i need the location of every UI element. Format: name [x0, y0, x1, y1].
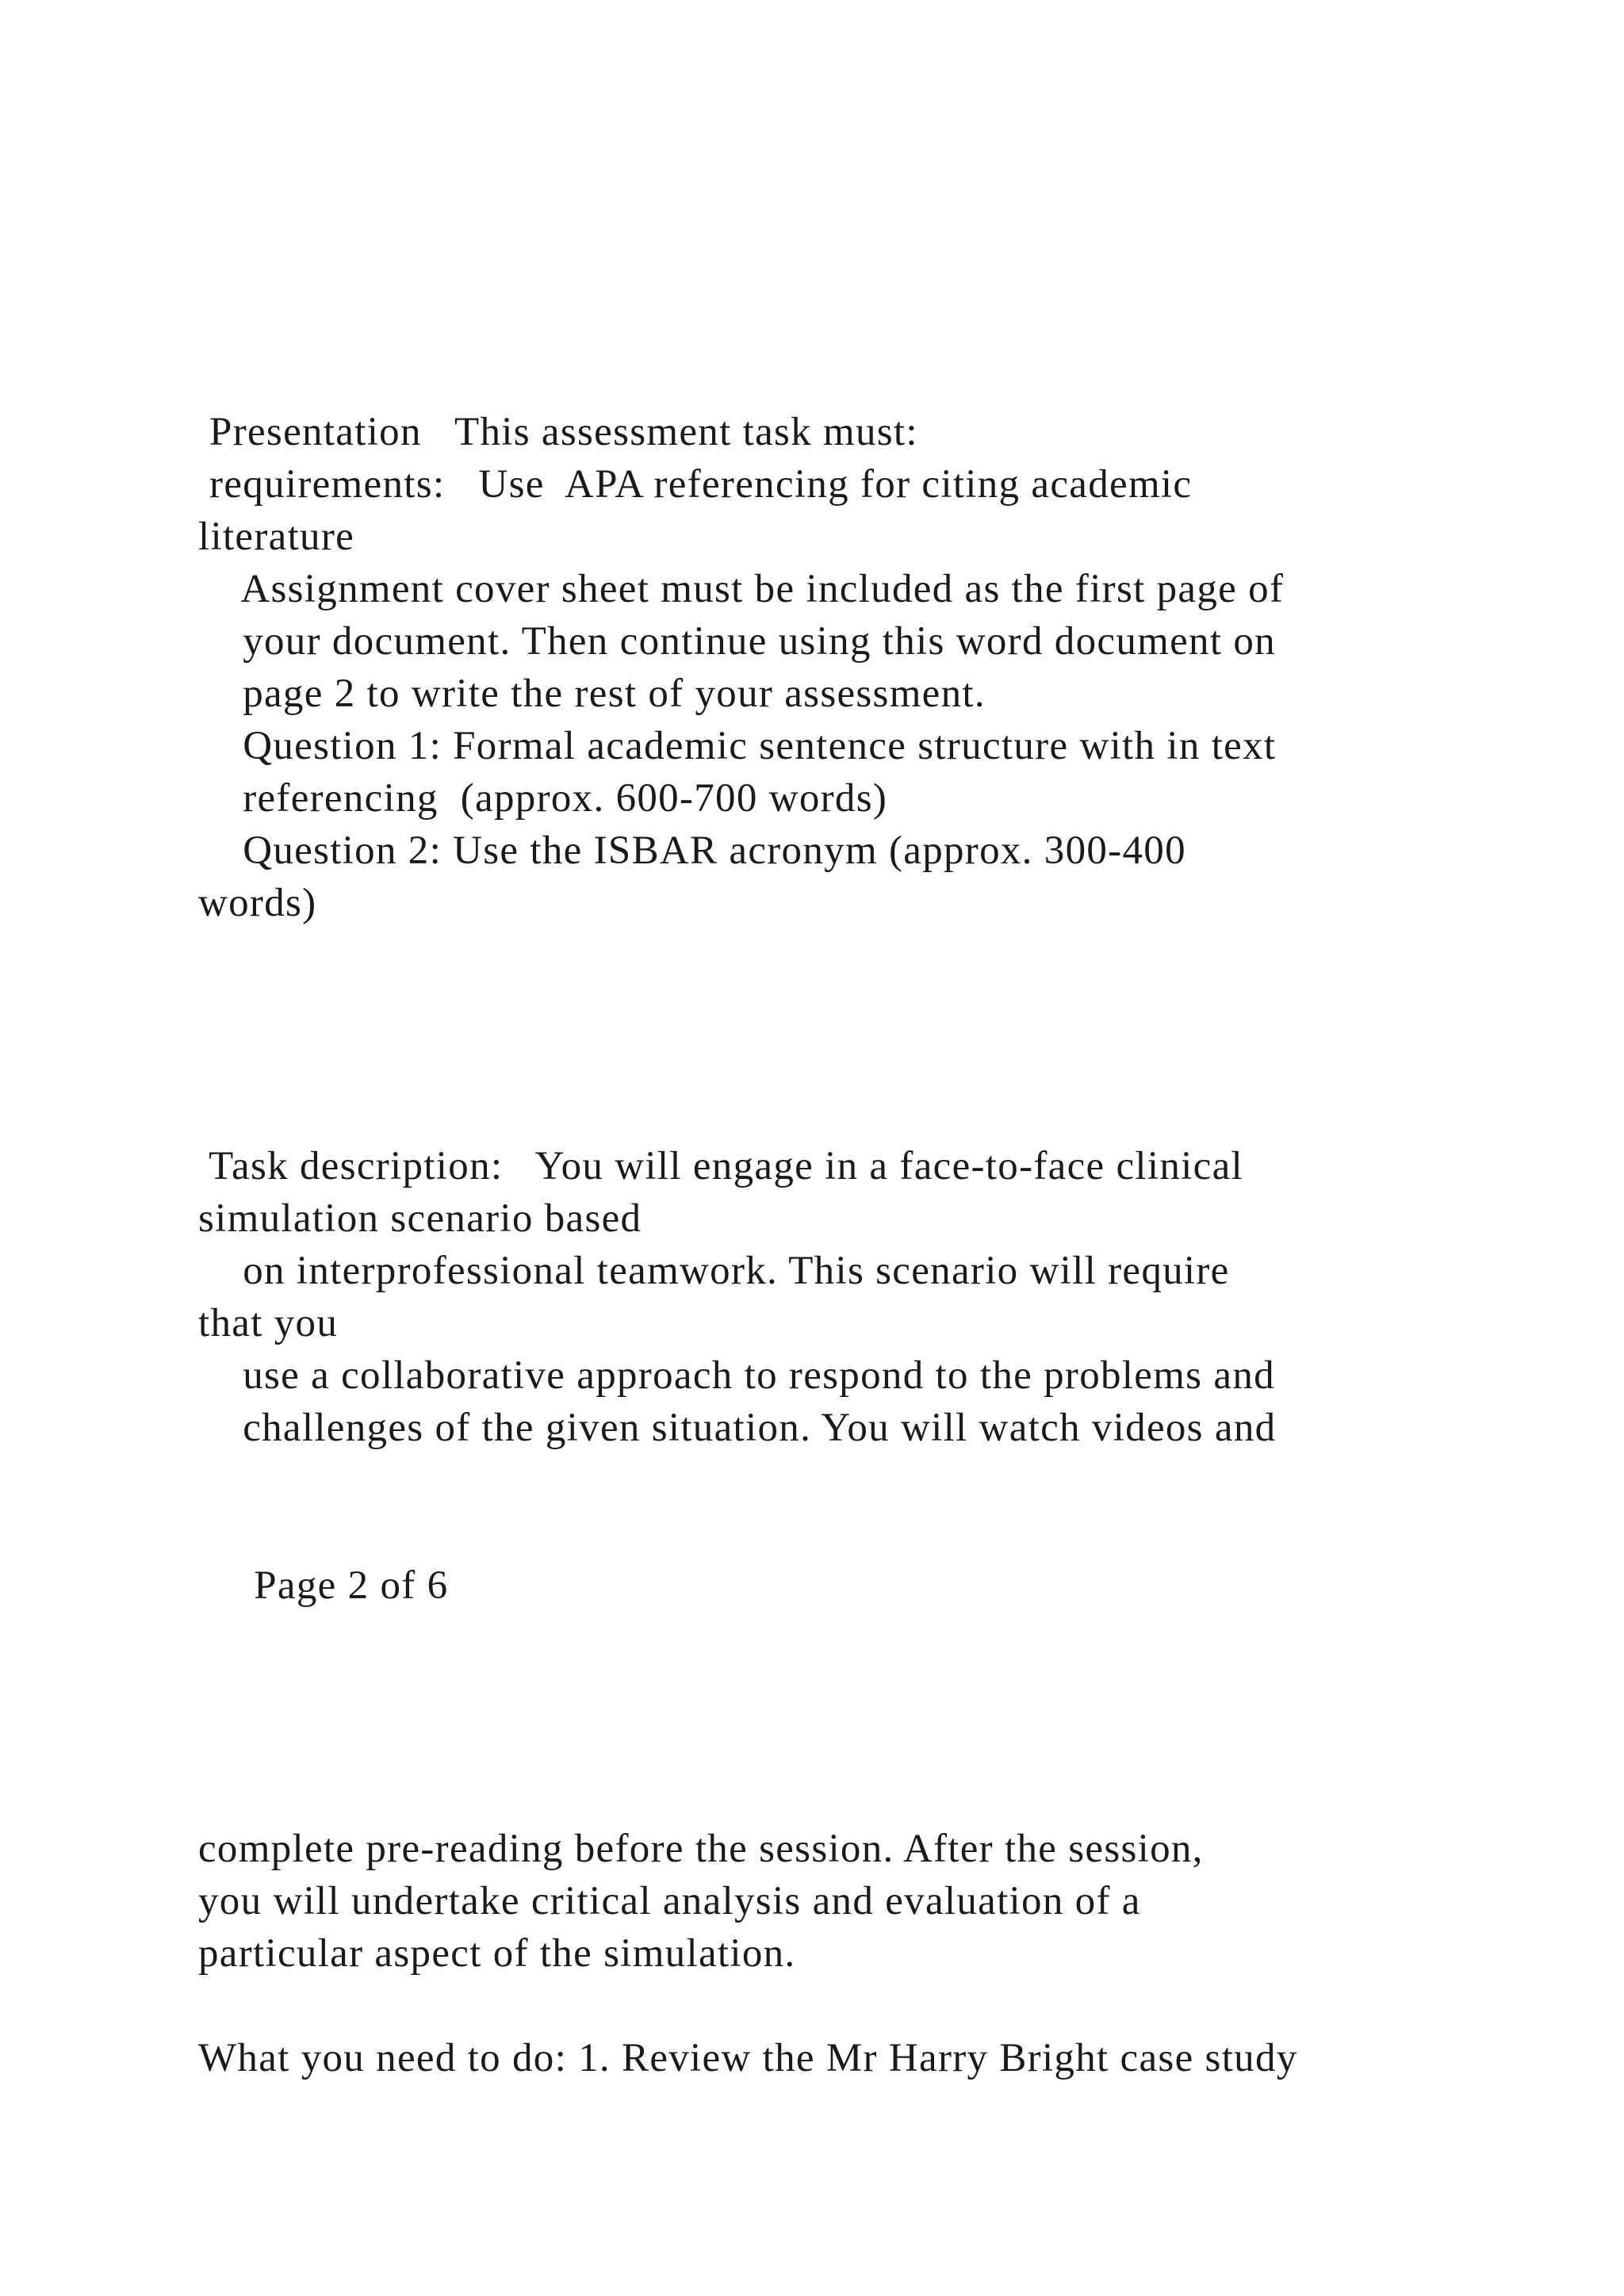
- text-line: use a collaborative approach to respond to the problems and: [198, 1353, 1275, 1398]
- text-line: challenges of the given situation. You will watch videos and: [198, 1406, 1277, 1450]
- requirements-line: requirements: Use APA referencing for citing academic: [198, 462, 1193, 507]
- text-line: complete pre-reading before the session. After the session,: [198, 1827, 1204, 1871]
- text-line: referencing (approx. 600-700 words): [198, 776, 888, 821]
- text-line: literature: [198, 515, 355, 559]
- text-line: simulation scenario based: [198, 1196, 642, 1241]
- text-line: on interprofessional teamwork. This scenario will require: [198, 1249, 1230, 1293]
- what-you-need-line: What you need to do: 1. Review the Mr Harry Bright case study: [198, 2036, 1298, 2080]
- presentation-line: Presentation This assessment task must:: [198, 410, 918, 454]
- text-line: your document. Then continue using this word document on: [198, 619, 1276, 664]
- page-number: Page 2 of 6: [198, 1563, 449, 1608]
- text-line: words): [198, 881, 317, 925]
- text-line: page 2 to write the rest of your assessment.: [198, 672, 986, 716]
- text-line: that you: [198, 1301, 339, 1345]
- task-description-line: Task description: You will engage in a face-to-face clinical: [198, 1144, 1243, 1188]
- text-line: particular aspect of the simulation.: [198, 1931, 796, 1976]
- text-line: Assignment cover sheet must be included as the first page of: [198, 567, 1285, 611]
- question-1-line: Question 1: Formal academic sentence structure with in text: [198, 724, 1277, 768]
- text-line: you will undertake critical analysis and evaluation of a: [198, 1879, 1141, 1923]
- question-2-line: Question 2: Use the ISBAR acronym (approx. 300-400: [198, 828, 1186, 873]
